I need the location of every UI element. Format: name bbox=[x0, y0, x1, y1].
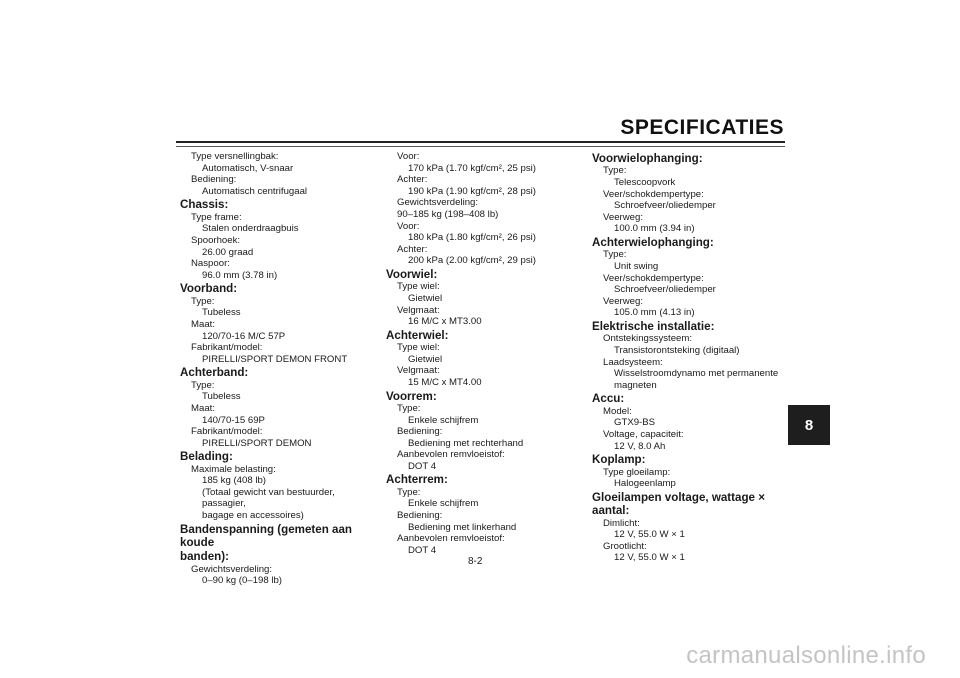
section-heading: Accu: bbox=[592, 392, 625, 406]
spec-label: Type: bbox=[191, 295, 215, 307]
spec-value: 0–90 kg (0–198 lb) bbox=[202, 575, 283, 587]
section-heading: Bandenspanning (gemeten aan koude bbox=[180, 522, 352, 550]
section-heading: Voorwiel: bbox=[386, 267, 438, 281]
spec-value: 180 kPa (1.80 kgf/cm², 26 psi) bbox=[408, 232, 536, 244]
section-heading: Voorband: bbox=[180, 282, 238, 296]
spec-label: Bediening: bbox=[397, 426, 443, 438]
spec-label: Bediening: bbox=[191, 174, 237, 186]
spec-value: PIRELLI/SPORT DEMON bbox=[202, 437, 312, 449]
page-title: SPECIFICATIES bbox=[620, 116, 784, 139]
spec-value: DOT 4 bbox=[408, 544, 437, 556]
spec-label: Grootlicht: bbox=[603, 540, 647, 552]
spec-label: Maat: bbox=[191, 402, 215, 414]
spec-value: Schroefveer/oliedemper bbox=[614, 200, 716, 212]
chapter-tab[interactable]: 8 bbox=[788, 405, 830, 445]
spec-label: Type: bbox=[603, 249, 627, 261]
spec-value: (Totaal gewicht van bestuurder, passagier, bbox=[202, 486, 335, 510]
spec-value: Gietwiel bbox=[408, 292, 443, 304]
spec-value: 200 kPa (2.00 kgf/cm², 29 psi) bbox=[408, 255, 536, 267]
section-heading: Gloeilampen voltage, wattage × aantal: bbox=[592, 490, 765, 518]
spec-label: Type gloeilamp: bbox=[603, 466, 671, 478]
spec-value: DOT 4 bbox=[408, 460, 437, 472]
spec-label: Model: bbox=[603, 405, 632, 417]
spec-label: Voor: bbox=[397, 151, 420, 162]
section-heading: banden): bbox=[180, 550, 229, 564]
spec-value: Stalen onderdraagbuis bbox=[202, 223, 299, 235]
spec-column-2 bbox=[386, 151, 586, 556]
spec-label: Voltage, capaciteit: bbox=[603, 428, 684, 440]
spec-label: Aanbevolen remvloeistof: bbox=[397, 533, 505, 545]
spec-label: Type frame: bbox=[191, 211, 242, 223]
spec-label: Bediening: bbox=[397, 510, 443, 522]
section-heading: Elektrische installatie: bbox=[592, 319, 715, 333]
spec-label: Type versnellingbak: bbox=[191, 151, 279, 162]
spec-column-3 bbox=[592, 151, 792, 564]
spec-value: Bediening met linkerhand bbox=[408, 521, 517, 533]
spec-value: Tubeless bbox=[202, 391, 241, 403]
spec-label: Type wiel: bbox=[397, 342, 440, 354]
spec-value: 12 V, 8.0 Ah bbox=[614, 440, 666, 452]
spec-label: Fabrikant/model: bbox=[191, 426, 263, 438]
spec-column-1 bbox=[180, 151, 378, 587]
spec-value: Tubeless bbox=[202, 307, 241, 319]
section-heading: Voorrem: bbox=[386, 389, 437, 403]
spec-label: Velgmaat: bbox=[397, 304, 440, 316]
spec-label: Ontstekingssysteem: bbox=[603, 333, 693, 345]
spec-label: Velgmaat: bbox=[397, 365, 440, 377]
spec-value: 26.00 graad bbox=[202, 246, 254, 258]
header-rule-thick bbox=[176, 141, 785, 143]
spec-value: 16 M/C x MT3.00 bbox=[408, 316, 482, 328]
spec-label: Naspoor: bbox=[191, 258, 230, 270]
spec-value: GTX9-BS bbox=[614, 417, 656, 429]
spec-label: Gewichtsverdeling: bbox=[191, 563, 273, 575]
spec-label: Laadsysteem: bbox=[603, 356, 663, 368]
watermark: carmanualsonline.info bbox=[686, 642, 926, 669]
spec-value: 96.0 mm (3.78 in) bbox=[202, 269, 278, 281]
spec-label: Type wiel: bbox=[397, 281, 440, 293]
header-rule-thin bbox=[176, 146, 785, 147]
section-heading: Belading: bbox=[180, 450, 233, 464]
spec-value: 120/70-16 M/C 57P bbox=[202, 330, 286, 342]
section-heading: Koplamp: bbox=[592, 453, 646, 467]
spec-value: 190 kPa (1.90 kgf/cm², 28 psi) bbox=[408, 185, 536, 197]
spec-label: 90–185 kg (198–408 lb) bbox=[397, 208, 499, 220]
spec-value: Bediening met rechterhand bbox=[408, 437, 524, 449]
spec-label: Type: bbox=[191, 379, 215, 391]
spec-label: Type: bbox=[603, 165, 627, 177]
spec-value: Unit swing bbox=[614, 260, 659, 272]
spec-label: Fabrikant/model: bbox=[191, 342, 263, 354]
section-heading: Achterrem: bbox=[386, 473, 448, 487]
spec-label: Achter: bbox=[397, 174, 428, 186]
spec-value: Automatisch, V-snaar bbox=[202, 162, 294, 174]
spec-value: Automatisch centrifugaal bbox=[202, 185, 308, 197]
spec-value: 12 V, 55.0 W × 1 bbox=[614, 552, 685, 564]
spec-label: Veerweg: bbox=[603, 295, 644, 307]
spec-value: Wisselstroomdynamo met permanente bbox=[614, 368, 779, 380]
spec-label: Voor: bbox=[397, 220, 420, 232]
section-heading: Voorwielophanging: bbox=[592, 152, 703, 165]
spec-value: 170 kPa (1.70 kgf/cm², 25 psi) bbox=[408, 162, 536, 174]
spec-label: Achter: bbox=[397, 243, 428, 255]
spec-value: bagage en accessoires) bbox=[202, 510, 304, 522]
spec-value: Enkele schijfrem bbox=[408, 414, 479, 426]
spec-value: PIRELLI/SPORT DEMON FRONT bbox=[202, 353, 348, 365]
spec-value: Halogeenlamp bbox=[614, 478, 676, 490]
spec-label: Type: bbox=[397, 486, 421, 498]
spec-value: 12 V, 55.0 W × 1 bbox=[614, 529, 685, 541]
section-heading: Achterwiel: bbox=[386, 328, 449, 342]
spec-value: Telescoopvork bbox=[614, 177, 676, 188]
spec-value: Transistorontsteking (digitaal) bbox=[614, 344, 740, 356]
spec-value: 15 M/C x MT4.00 bbox=[408, 376, 482, 388]
spec-label: Gewichtsverdeling: bbox=[397, 197, 479, 209]
spec-value: magneten bbox=[614, 379, 657, 391]
spec-value: Enkele schijfrem bbox=[408, 498, 479, 510]
spec-label: Aanbevolen remvloeistof: bbox=[397, 449, 505, 461]
section-heading: Chassis: bbox=[180, 198, 229, 212]
spec-value: 185 kg (408 lb) bbox=[202, 475, 266, 487]
spec-value: 140/70-15 69P bbox=[202, 414, 265, 426]
spec-label: Veer/schokdempertype: bbox=[603, 188, 704, 200]
spec-label: Maximale belasting: bbox=[191, 463, 276, 475]
spec-label: Maat: bbox=[191, 318, 215, 330]
section-heading: Achterwielophanging: bbox=[592, 235, 714, 249]
section-heading: Achterband: bbox=[180, 366, 249, 380]
spec-label: Dimlicht: bbox=[603, 517, 640, 529]
spec-value: 100.0 mm (3.94 in) bbox=[614, 223, 695, 235]
spec-value: Schroefveer/oliedemper bbox=[614, 284, 716, 296]
spec-label: Spoorhoek: bbox=[191, 234, 241, 246]
spec-label: Veer/schokdempertype: bbox=[603, 272, 704, 284]
spec-label: Veerweg: bbox=[603, 211, 644, 223]
spec-label: Type: bbox=[397, 402, 421, 414]
spec-value: Gietwiel bbox=[408, 353, 443, 365]
page-number: 8-2 bbox=[468, 556, 483, 567]
spec-value: 105.0 mm (4.13 in) bbox=[614, 307, 695, 319]
